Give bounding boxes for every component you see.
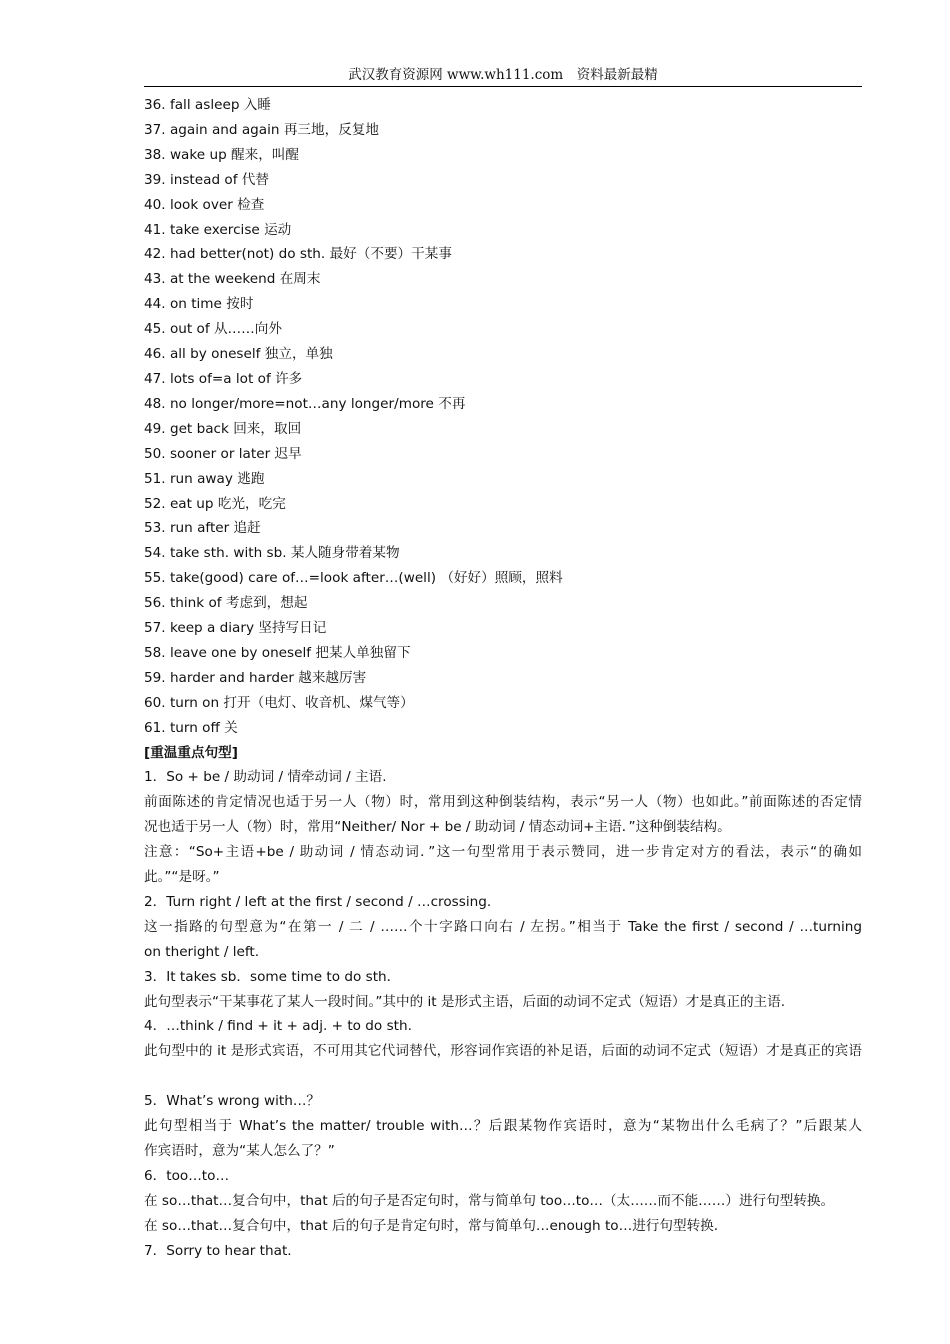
phrase-item: 54. take sth. with sb. 某人随身带着某物 <box>144 545 400 562</box>
pattern-title: 6．too…to… <box>144 1167 230 1184</box>
pattern-title: 4．…think / find + it + adj. + to do sth. <box>144 1018 412 1035</box>
phrase-item: 40. look over 检查 <box>144 196 265 213</box>
pattern-explanation: 作宾语时，意为“某人怎么了？” <box>144 1142 335 1159</box>
phrase-item: 44. on time 按时 <box>144 296 254 313</box>
pattern-note: 注意：“So+主语+be / 助动词 / 情态动词．”这一句型常用于表示赞同，进一步肯定对方的看法，表示“的确如 <box>144 844 862 861</box>
phrase-item: 50. sooner or later 迟早 <box>144 445 302 462</box>
phrase-item: 53. run after 追赶 <box>144 520 261 537</box>
phrase-item: 39. instead of 代替 <box>144 171 269 188</box>
pattern-explanation: 此句型表示“干某事花了某人一段时间。”其中的 it 是形式主语，后面的动词不定式（短语）才是真正的主语. <box>144 993 786 1010</box>
pattern-explanation: 此句型相当于 What’s the matter/ trouble with…？后跟某物作宾语时，意为“某物出什么毛病了？”后跟某人 <box>144 1118 862 1135</box>
phrase-list <box>144 93 862 741</box>
phrase-item: 41. take exercise 运动 <box>144 221 292 238</box>
phrase-item: 49. get back 回来，取回 <box>144 420 302 437</box>
phrase-item: 48. no longer/more=not…any longer/more 不再 <box>144 395 466 412</box>
phrase-item: 47. lots of=a lot of 许多 <box>144 370 303 387</box>
sentence-patterns <box>144 765 862 1263</box>
phrase-item: 57. keep a diary 坚持写日记 <box>144 620 327 637</box>
phrase-item: 38. wake up 醒来，叫醒 <box>144 146 299 163</box>
phrase-item: 60. turn on 打开（电灯、收音机、煤气等） <box>144 694 414 711</box>
pattern-explanation: on theright / left. <box>144 943 260 960</box>
phrase-item: 61. turn off 关 <box>144 719 238 736</box>
section-heading: [重温重点句型] <box>144 744 238 761</box>
blank-line <box>144 1064 862 1089</box>
phrase-item: 55. take(good) care of…=look after…(well) （好好）照顾，照料 <box>144 570 563 587</box>
phrase-item: 45. out of 从……向外 <box>144 321 282 338</box>
pattern-explanation: 在 so…that…复合句中，that 后的句子是肯定句时，常与简单句…enough to…进行句型转换. <box>144 1217 719 1234</box>
phrase-item: 46. all by oneself 独立，单独 <box>144 346 333 363</box>
phrase-item: 42. had better(not) do sth. 最好（不要）干某事 <box>144 246 452 263</box>
phrase-item: 58. leave one by oneself 把某人单独留下 <box>144 644 411 661</box>
phrase-item: 52. eat up 吃光，吃完 <box>144 495 286 512</box>
pattern-explanation: 况也适于另一人（物）时，常用“Neither/ Nor + be / 助动词 / 情态动词+主语．”这种倒装结构。 <box>144 819 731 836</box>
pattern-explanation: 此句型中的 it 是形式宾语，不可用其它代词替代，形容词作宾语的补足语，后面的动词不定式（短语）才是真正的宾语 <box>144 1043 862 1060</box>
pattern-note: 此。”“是呀。” <box>144 869 220 886</box>
phrase-item: 51. run away 逃跑 <box>144 470 265 487</box>
pattern-explanation: 在 so…that…复合句中，that 后的句子是否定句时，常与简单句 too…to…（太……而不能……）进行句型转换。 <box>144 1192 835 1209</box>
document-body <box>144 93 862 1264</box>
pattern-title: 5．What’s wrong with…？ <box>144 1093 321 1110</box>
phrase-item: 37. again and again 再三地，反复地 <box>144 121 379 138</box>
phrase-item: 36. fall asleep 入睡 <box>144 97 271 113</box>
pattern-explanation: 前面陈述的肯定情况也适于另一人（物）时，常用到这种倒装结构，表示“另一人（物）也如此。”前面陈述的否定情 <box>144 794 862 811</box>
page-header: 武汉教育资源网 www.wh111.com 资料最新最精 <box>144 64 862 87</box>
pattern-title: 1．So + be / 助动词 / 情牵动词 / 主语. <box>144 769 387 786</box>
phrase-item: 59. harder and harder 越来越厉害 <box>144 669 367 686</box>
pattern-title: 2．Turn right / left at the first / second / …crossing. <box>144 893 492 910</box>
phrase-item: 56. think of 考虑到，想起 <box>144 595 308 612</box>
pattern-title: 7．Sorry to hear that. <box>144 1242 292 1259</box>
pattern-explanation: 这一指路的句型意为“在第一 / 二 / ……个十字路口向右 / 左拐。”相当于 Take the first / second / …turning <box>144 918 862 935</box>
phrase-item: 43. at the weekend 在周末 <box>144 271 321 288</box>
pattern-title: 3．It takes sb．some time to do sth． <box>144 968 401 985</box>
